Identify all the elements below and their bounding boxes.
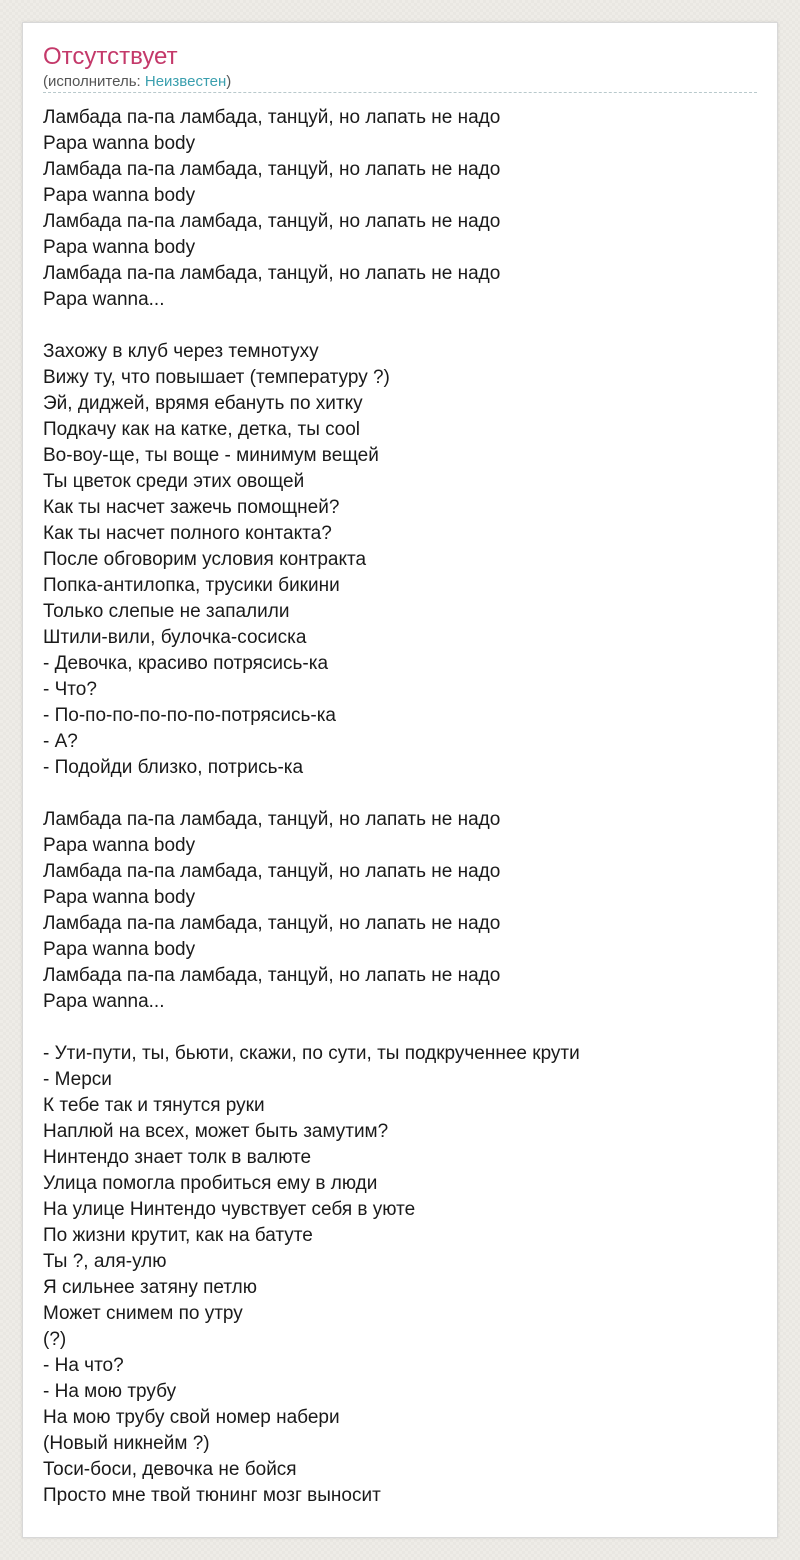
lyric-line: Ламбада па-па ламбада, танцуй, но лапать не надо xyxy=(43,159,501,180)
artist-prefix: (исполнитель: xyxy=(43,73,145,90)
lyric-line: Как ты насчет полного контакта? xyxy=(43,523,332,544)
lyric-line: Подкачу как на катке, детка, ты cool xyxy=(43,419,360,440)
lyric-line: Просто мне твой тюнинг мозг выносит xyxy=(43,1485,381,1506)
lyric-line: Papa wanna body xyxy=(43,133,196,154)
lyric-line: Papa wanna... xyxy=(43,289,165,310)
lyric-line: Улица помогла пробиться ему в люди xyxy=(43,1173,378,1194)
lyric-line: На мою трубу свой номер набери xyxy=(43,1407,340,1428)
title-divider xyxy=(43,92,757,93)
lyric-line: Ламбада па-па ламбада, танцуй, но лапать не надо xyxy=(43,861,501,882)
lyric-line: К тебе так и тянутся руки xyxy=(43,1095,265,1116)
lyric-line: Ты ?, аля-улю xyxy=(43,1251,167,1272)
lyric-line: Ламбада па-па ламбада, танцуй, но лапать не надо xyxy=(43,211,501,232)
lyric-line: Во-воу-ще, ты воще - минимум вещей xyxy=(43,445,379,466)
lyric-line: Ты цветок среди этих овощей xyxy=(43,471,305,492)
lyric-line xyxy=(43,781,580,807)
lyric-line: Попка-антилопка, трусики бикини xyxy=(43,575,340,596)
lyric-line: - На что? xyxy=(43,1355,124,1376)
lyric-line: Papa wanna body xyxy=(43,835,196,856)
lyric-line: Наплюй на всех, может быть замутим? xyxy=(43,1121,389,1142)
artist-link[interactable]: Неизвестен xyxy=(144,73,227,90)
lyric-line: Как ты насчет зажечь помощней? xyxy=(43,497,340,518)
lyric-line: (Новый никнейм ?) xyxy=(43,1433,210,1454)
lyric-line: Только слепые не запалили xyxy=(43,601,290,622)
lyric-line: - Что? xyxy=(43,679,97,700)
lyric-line: Может снимем по утру xyxy=(43,1303,243,1324)
lyric-line: Papa wanna body xyxy=(43,939,196,960)
lyrics-text xyxy=(43,105,580,1509)
lyric-line: Ламбада па-па ламбада, танцуй, но лапать не надо xyxy=(43,809,501,830)
lyric-line: Papa wanna body xyxy=(43,237,196,258)
lyric-line: Ламбада па-па ламбада, танцуй, но лапать не надо xyxy=(43,263,501,284)
lyric-line: Papa wanna body xyxy=(43,185,196,206)
artist-line xyxy=(43,73,231,91)
lyrics-card xyxy=(22,22,778,1538)
lyric-line: Эй, диджей, врямя ебануть по хитку xyxy=(43,393,363,414)
lyric-line: Штили-вили, булочка-сосиска xyxy=(43,627,307,648)
artist-suffix: ) xyxy=(226,73,232,90)
lyric-line: - А? xyxy=(43,731,78,752)
song-title: Отсутствует xyxy=(43,43,178,70)
lyric-line: По жизни крутит, как на батуте xyxy=(43,1225,313,1246)
lyric-line: Ламбада па-па ламбада, танцуй, но лапать не надо xyxy=(43,107,501,128)
lyric-line: Ламбада па-па ламбада, танцуй, но лапать не надо xyxy=(43,913,501,934)
lyric-line: - Девочка, красиво потрясись-ка xyxy=(43,653,329,674)
lyric-line: Захожу в клуб через темнотуху xyxy=(43,341,319,362)
lyric-line: - Ути-пути, ты, бьюти, скажи, по сути, ты подкрученнее крути xyxy=(43,1043,580,1064)
lyric-line: Ламбада па-па ламбада, танцуй, но лапать не надо xyxy=(43,965,501,986)
lyric-line: На улице Нинтендо чувствует себя в уюте xyxy=(43,1199,416,1220)
lyric-line: (?) xyxy=(43,1329,67,1350)
lyric-line xyxy=(43,313,580,339)
lyric-line: Тоси-боси, девочка не бойся xyxy=(43,1459,297,1480)
lyric-line: - Подойди близко, потрись-ка xyxy=(43,757,304,778)
lyric-line: - По-по-по-по-по-по-потрясись-ка xyxy=(43,705,336,726)
lyric-line: Вижу ту, что повышает (температуру ?) xyxy=(43,367,390,388)
lyric-line: - Мерси xyxy=(43,1069,112,1090)
lyric-line: - На мою трубу xyxy=(43,1381,177,1402)
lyric-line: Papa wanna... xyxy=(43,991,165,1012)
lyric-line: Я сильнее затяну петлю xyxy=(43,1277,257,1298)
lyric-line xyxy=(43,1015,580,1041)
lyric-line: После обговорим условия контракта xyxy=(43,549,367,570)
lyric-line: Нинтендо знает толк в валюте xyxy=(43,1147,312,1168)
lyric-line: Papa wanna body xyxy=(43,887,196,908)
